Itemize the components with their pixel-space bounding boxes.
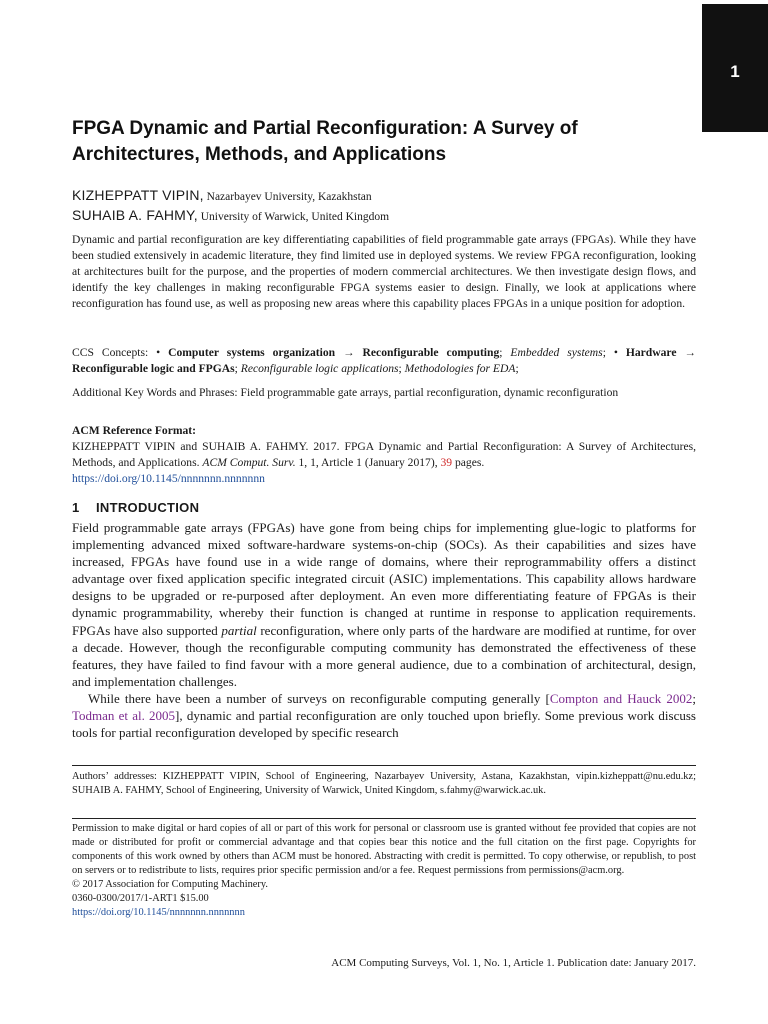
acm-reference-format xyxy=(72,423,696,487)
text-run: While there have been a number of surveys on reconfigurable computing generally [ xyxy=(88,690,550,706)
ccs-separator: ; • xyxy=(602,346,626,359)
author-list xyxy=(72,186,696,226)
reference-journal: ACM Comput. Surv. xyxy=(202,456,296,470)
ccs-separator: ; xyxy=(515,362,519,376)
text-run: ; xyxy=(692,690,696,706)
introduction-body xyxy=(72,519,696,741)
reference-text: KIZHEPPATT VIPIN and SUHAIB A. FAHMY. 2017. FPGA Dynamic and Partial Reconfiguration: A Survey of Architectures, Methods, and Applications. xyxy=(72,440,696,470)
emphasis: partial xyxy=(221,622,257,638)
footer-doi-link[interactable]: https://doi.org/10.1145/nnnnnnn.nnnnnnn xyxy=(72,907,245,918)
citation-link[interactable]: Todman et al. 2005 xyxy=(72,708,176,724)
author-entry xyxy=(72,186,696,206)
ccs-lead: CCS Concepts: • xyxy=(72,346,169,359)
text-run: Field programmable gate arrays (FPGAs) have gone from being chips for implementing glue-logic to platforms for implementing advanced mixed software-hardware systems-on-chip (SOCs). As their capabilities and sizes have increased, FPGAs have found use in a wide range of domains, where their reprogrammability offers a distinct advantage over fixed application specific integrated circuit (ASIC) implementations. This capability allows hardware designs to be upgraded or re-purposed after deployment. An even more differentiating feature of FPGAs is their dynamic programmability, whereby their function is changed at runtime in response to application requirements. FPGAs have also supported xyxy=(72,520,696,638)
ccs-separator: ; xyxy=(234,362,241,376)
text-run: ], dynamic and partial reconfiguration are only touched upon briefly. Some previous work discuss tools for partial reconfiguration developed by specific research xyxy=(72,708,696,741)
abstract: Dynamic and partial reconfiguration are key differentiating capabilities of field programmable gate arrays (FPGAs). While they have been studied extensively in academic literature, they find limited use in deployed systems. We review FPGA reconfiguration, looking at architectures built for the purpose, and the properties of modern commercial architectures. We then investigate design flows, and identify the key challenges in making reconfigurable FPGA systems easier to design. Finally, we look at applications where reconfiguration has found use, as well as proposing new areas where this capability places FPGAs in a unique position for adoption. xyxy=(72,233,696,311)
paper-title: FPGA Dynamic and Partial Reconfiguration: A Survey of Architectures, Methods, and Applications xyxy=(72,118,578,165)
ccs-separator: ; xyxy=(398,362,405,376)
text-run: reconfiguration, where only parts of the hardware are modified at runtime, for over a decade. However, though the reconfigurable computing community has demonstrated the effectiveness of these features, they have failed to find favour with a more general audience, due to a combination of architectural, design, and implementation challenges. xyxy=(72,622,696,689)
permission-block xyxy=(72,822,696,920)
ccs-separator: ; xyxy=(499,346,511,359)
citation-link[interactable]: Compton and Hauck 2002 xyxy=(549,690,693,706)
footnote-divider xyxy=(72,765,696,766)
author-name: KIZHEPPATT VIPIN, xyxy=(72,187,204,203)
page-count-link[interactable]: 39 xyxy=(440,456,453,470)
ccs-concept: Reconfigurable computing xyxy=(362,346,500,359)
ccs-concept: Embedded systems xyxy=(510,346,603,359)
section-heading xyxy=(72,500,696,515)
paragraph xyxy=(72,690,696,741)
permission-divider xyxy=(72,818,696,819)
keywords: Additional Key Words and Phrases: Field programmable gate arrays, partial reconfiguration, dynamic reconfiguration xyxy=(72,386,619,399)
reference-text: pages. xyxy=(452,456,485,470)
ccs-concept: Computer systems organization xyxy=(168,346,336,359)
page-number: 1 xyxy=(730,62,740,81)
reference-text: 1, 1, Article 1 (January 2017), xyxy=(295,456,441,470)
paragraph xyxy=(72,519,696,690)
section-title: INTRODUCTION xyxy=(96,500,200,515)
author-affiliation: University of Warwick, United Kingdom xyxy=(197,211,390,223)
copyright-line: © 2017 Association for Computing Machinery. xyxy=(72,879,268,890)
page-footer: ACM Computing Surveys, Vol. 1, No. 1, Article 1. Publication date: January 2017. xyxy=(331,957,696,969)
ccs-concept: Methodologies for EDA xyxy=(404,362,516,376)
reference-heading: ACM Reference Format: xyxy=(72,424,197,437)
author-entry xyxy=(72,206,696,226)
ccs-concept: Reconfigurable logic applications xyxy=(240,362,399,376)
issn-line: 0360-0300/2017/1-ART1 $15.00 xyxy=(72,893,209,904)
authors-addresses: Authors’ addresses: KIZHEPPATT VIPIN, School of Engineering, Nazarbayev University, Astana, Kazakhstan, vipin.kizheppatt@nu.edu.kz; SUHAIB A. FAHMY, School of Engineering, University of Warwick, United Kingdom, s.fahmy@warwick.ac.uk. xyxy=(72,771,696,796)
ccs-arrow: → xyxy=(335,346,363,359)
doi-link[interactable]: https://doi.org/10.1145/nnnnnnn.nnnnnnn xyxy=(72,472,265,486)
author-affiliation: Nazarbayev University, Kazakhstan xyxy=(203,191,372,203)
section-number: 1 xyxy=(72,500,80,515)
permission-notice: Permission to make digital or hard copies of all or part of this work for personal or classroom use is granted without fee provided that copies are not made or distributed for profit or commercial advantage and that copies bear this notice and the full citation on the first page. Copyrights for components of this work owned by others than ACM must be honored. Abstracting with credit is permitted. To copy otherwise, or republish, to post on servers or to redistribute to lists, requires prior specific permission and/or a fee. Request permissions from permissions@acm.org. xyxy=(72,823,696,876)
ccs-arrow: → xyxy=(676,346,697,359)
author-name: SUHAIB A. FAHMY, xyxy=(72,207,198,223)
ccs-concept: Reconfigurable logic and FPGAs xyxy=(72,362,235,376)
ccs-concept: Hardware xyxy=(625,346,677,359)
ccs-concepts xyxy=(72,345,696,377)
page-number-tab xyxy=(702,4,768,132)
